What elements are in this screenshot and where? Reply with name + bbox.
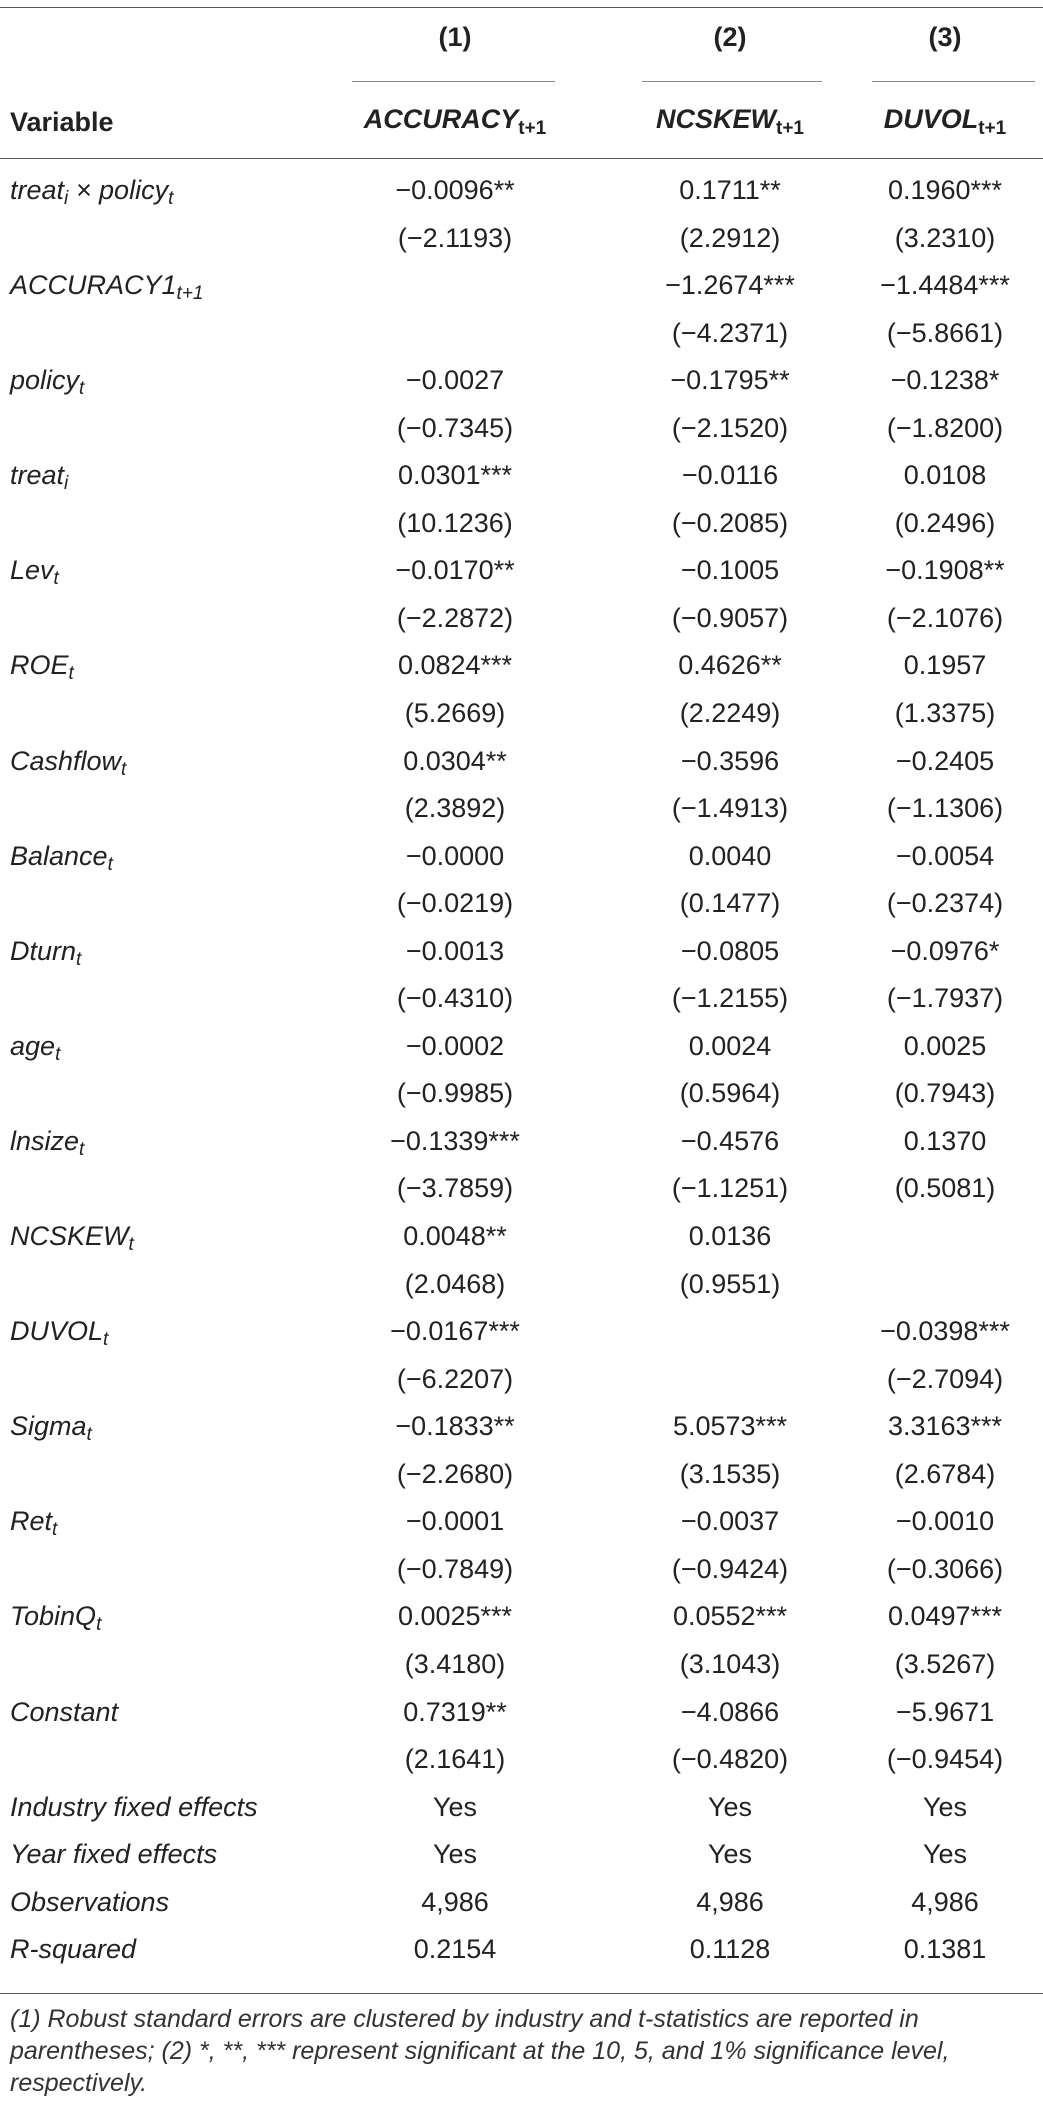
tstat-cell: (−0.9985) (396, 1078, 514, 1109)
table-row-tstat (0, 1451, 1043, 1499)
var-subscript: i (64, 473, 69, 495)
var-base: treat (10, 175, 65, 205)
coefficient-cell: −0.0001 (405, 1506, 505, 1537)
var-subscript: t (96, 1614, 102, 1636)
coefficient-cell: −0.1238* (890, 365, 1000, 396)
tstat-cell: (2.6784) (894, 1458, 996, 1489)
table-body (0, 167, 1043, 1974)
coefficient-cell: −0.0096** (395, 175, 515, 205)
tstat-cell: (−0.3066) (886, 1553, 1004, 1584)
summary-row (0, 1831, 1043, 1879)
coefficient-cell: −0.3596 (680, 745, 780, 776)
summary-cell: Yes (707, 1791, 753, 1822)
coefficient-cell: 0.1370 (903, 1125, 987, 1156)
tstat-cell: (0.1477) (679, 888, 781, 919)
tstat-cell: (−0.9424) (671, 1553, 789, 1584)
variable-header: Variable (10, 107, 114, 137)
var-base: Dturn (10, 935, 77, 966)
table-footnote: (1) Robust standard errors are clustered by industry and t-statistics are reported in parentheses; (2) *, **, *** represent significant at the 10, 5, and 1% significance level, respectively. (10, 2005, 950, 2097)
table-row (0, 1213, 1043, 1261)
table-row-tstat (0, 880, 1043, 928)
variable-name (10, 262, 204, 310)
col-3-underline (872, 81, 1035, 82)
summary-row (0, 1784, 1043, 1832)
coefficient-cell: 0.0136 (688, 1221, 772, 1252)
summary-cell: 4,986 (421, 1886, 489, 1917)
coefficient-cell: −0.0037 (680, 1506, 780, 1537)
var-subscript: t (86, 1424, 92, 1446)
tstat-cell: (−6.2207) (396, 1363, 514, 1394)
var-subscript-2: t (168, 188, 174, 209)
table-row-tstat (0, 595, 1043, 643)
coefficient-cell: 0.0304** (403, 745, 507, 776)
variable-name (10, 928, 81, 976)
coefficient-cell: −0.0002 (405, 1030, 505, 1061)
coefficient-cell: 0.0040 (688, 840, 772, 871)
var-subscript: i (64, 188, 69, 209)
col-header-duvol (855, 104, 1035, 140)
col-number-3: (3) (928, 22, 962, 52)
var-base: DUVOL (10, 1316, 104, 1347)
var-subscript: t (68, 663, 74, 685)
tstat-cell (625, 1356, 835, 1404)
var-base: TobinQ (10, 1601, 97, 1632)
table-row (0, 167, 1043, 215)
table-row-tstat (0, 215, 1043, 263)
summary-label: Observations (10, 1886, 170, 1917)
coefficient-cell: 0.0024 (688, 1030, 772, 1061)
tstat-cell: (0.5964) (679, 1078, 781, 1109)
table-row (0, 1118, 1043, 1166)
var-base: Ret (10, 1506, 53, 1537)
table-row (0, 1498, 1043, 1546)
var-subscript: t (53, 568, 59, 590)
variable-name (10, 1593, 101, 1641)
tstat-cell: (−1.8200) (886, 412, 1004, 443)
tstat-cell: (−0.4310) (396, 983, 514, 1014)
coefficient-cell: −0.0167*** (390, 1316, 520, 1347)
tstat-cell: (−0.2374) (886, 888, 1004, 919)
var-subscript: t (128, 1234, 134, 1256)
tstat-cell: (−2.1193) (397, 222, 513, 253)
coefficient-cell: 3.3163*** (887, 1411, 1003, 1442)
col-header-sub: t+1 (776, 118, 804, 139)
coefficient-cell: 5.0573*** (672, 1411, 788, 1442)
variable-name (10, 452, 68, 500)
var-base-2: × policy (68, 175, 169, 205)
var-subscript: t (79, 1138, 85, 1160)
bottom-rule (0, 1993, 1043, 1994)
coefficient-cell: 0.7319** (403, 1696, 507, 1727)
table-row-tstat (0, 500, 1043, 548)
coefficient-cell: 0.0824*** (397, 650, 513, 681)
tstat-cell: (2.2249) (679, 698, 781, 729)
coefficient-cell: 0.0552*** (672, 1601, 788, 1632)
coefficient-cell: 0.0108 (903, 460, 987, 491)
variable-name (10, 1689, 118, 1737)
coefficient-cell: 0.0497*** (887, 1601, 1003, 1632)
var-base: lnsize (10, 1125, 80, 1156)
coefficient-cell: −0.0013 (405, 935, 505, 966)
coefficient-cell: 0.0048** (403, 1221, 507, 1252)
var-subscript: t (79, 378, 85, 400)
coefficient-cell: 0.0025*** (397, 1601, 513, 1632)
coefficient-cell: −0.1795** (670, 365, 790, 396)
tstat-cell: (−0.9454) (886, 1744, 1004, 1775)
coefficient-cell: −5.9671 (895, 1696, 995, 1727)
table-row (0, 1593, 1043, 1641)
var-base: Sigma (10, 1411, 87, 1442)
var-base: Cashflow (10, 745, 122, 776)
coefficient-cell: −0.0976* (890, 935, 1000, 966)
tstat-cell: (3.1535) (679, 1458, 781, 1489)
coefficient-cell: −1.2674*** (665, 270, 795, 301)
var-subscript: t+1 (176, 283, 204, 305)
tstat-cell: (−0.7849) (396, 1553, 514, 1584)
coefficient-cell: −0.0000 (405, 840, 505, 871)
coefficient-cell: −4.0866 (680, 1696, 780, 1727)
tstat-cell: (−0.4820) (671, 1744, 789, 1775)
var-subscript: t (103, 1329, 109, 1351)
var-base: policy (10, 365, 80, 396)
variable-name (10, 833, 113, 881)
var-base: age (10, 1030, 56, 1061)
summary-cell: Yes (707, 1839, 753, 1870)
var-base: ACCURACY1 (10, 270, 177, 301)
coefficient-cell: 0.0025 (903, 1030, 987, 1061)
table-row (0, 1403, 1043, 1451)
summary-cell: 4,986 (911, 1886, 979, 1917)
variable-name (10, 1403, 92, 1451)
tstat-cell: (0.9551) (679, 1268, 781, 1299)
variable-name (10, 642, 74, 690)
coefficient-cell: 0.4626** (678, 650, 782, 681)
tstat-cell: (3.5267) (894, 1648, 996, 1679)
tstat-cell: (−0.0219) (396, 888, 514, 919)
tstat-cell: (0.7943) (894, 1078, 996, 1109)
header-rule (0, 158, 1043, 159)
tstat-cell: (3.1043) (679, 1648, 781, 1679)
coefficient-cell: −0.4576 (680, 1125, 780, 1156)
summary-cell: 0.1128 (689, 1934, 771, 1965)
summary-cell: 0.2154 (413, 1934, 497, 1965)
coefficient-cell: −0.1833** (395, 1411, 515, 1442)
variable-name (10, 1213, 134, 1261)
table-row (0, 928, 1043, 976)
table-row (0, 833, 1043, 881)
coefficient-cell: −0.1005 (680, 555, 780, 586)
col-header-sub: t+1 (518, 118, 547, 139)
tstat-cell: (2.2912) (679, 222, 781, 253)
tstat-cell: (−2.7094) (886, 1363, 1004, 1394)
summary-label: Industry fixed effects (10, 1791, 258, 1822)
coefficient-cell: −0.0054 (895, 840, 995, 871)
var-base: treat (10, 460, 65, 491)
tstat-cell: (0.5081) (894, 1173, 996, 1204)
variable-name (10, 547, 59, 595)
tstat-cell: (3.4180) (404, 1648, 506, 1679)
table-row-tstat (0, 1641, 1043, 1689)
variable-name (10, 1308, 108, 1356)
summary-row (0, 1879, 1043, 1927)
coefficient-cell (855, 1213, 1035, 1261)
table-row (0, 547, 1043, 595)
coefficient-cell: −0.2405 (895, 745, 995, 776)
var-subscript: t (121, 758, 127, 780)
coefficient-cell: −0.1908** (885, 555, 1005, 586)
tstat-cell: (−1.1306) (886, 793, 1004, 824)
table-row-tstat (0, 1165, 1043, 1213)
tstat-cell: (−0.2085) (671, 507, 789, 538)
coefficient-cell (335, 262, 575, 310)
table-row (0, 452, 1043, 500)
tstat-cell: (10.1236) (397, 507, 513, 538)
var-subscript: t (76, 948, 82, 970)
table-row-tstat (0, 785, 1043, 833)
var-base: ROE (10, 650, 69, 681)
tstat-cell: (2.1641) (404, 1744, 506, 1775)
var-base: Balance (10, 840, 108, 871)
coefficient-cell: −0.0010 (895, 1506, 995, 1537)
tstat-cell: (−1.7937) (886, 983, 1004, 1014)
tstat-cell: (0.2496) (894, 507, 996, 538)
col-header-name: DUVOL (883, 104, 979, 134)
table-row-tstat (0, 1261, 1043, 1309)
summary-cell: Yes (432, 1791, 478, 1822)
coefficient-cell: −0.0398*** (880, 1316, 1010, 1347)
variable-name (10, 738, 126, 786)
tstat-cell: (−2.2680) (396, 1458, 514, 1489)
summary-label: R-squared (10, 1934, 137, 1965)
tstat-cell: (1.3375) (894, 698, 996, 729)
coefficient-cell: −1.4484*** (880, 270, 1010, 301)
coefficient-cell: 0.1960*** (887, 175, 1003, 205)
table-row (0, 357, 1043, 405)
tstat-cell: (2.0468) (404, 1268, 506, 1299)
coefficient-cell: −0.0170** (395, 555, 515, 586)
tstat-cell: (−1.1251) (671, 1173, 789, 1204)
tstat-cell: (−2.1520) (671, 412, 789, 443)
summary-label: Year fixed effects (10, 1839, 218, 1870)
table-row (0, 642, 1043, 690)
col-number-1: (1) (438, 22, 472, 52)
tstat-cell: (3.2310) (894, 222, 996, 253)
coefficient-cell: −0.1339*** (390, 1125, 520, 1156)
tstat-cell: (−2.2872) (396, 602, 514, 633)
table-row-tstat (0, 1546, 1043, 1594)
table-row (0, 738, 1043, 786)
variable-name (10, 1498, 57, 1546)
variable-name (10, 167, 173, 215)
tstat-cell: (−5.8661) (886, 317, 1004, 348)
var-subscript: t (107, 853, 113, 875)
variable-name (10, 357, 84, 405)
col-2-underline (642, 81, 822, 82)
var-base: Lev (10, 555, 54, 586)
col-header-name: NCSKEW (656, 104, 776, 134)
tstat-cell: (−1.4913) (671, 793, 789, 824)
col-1-underline (352, 81, 555, 82)
summary-row (0, 1926, 1043, 1974)
coefficient-cell: 0.0301*** (397, 460, 513, 491)
coefficient-cell (625, 1308, 835, 1356)
col-number-2: (2) (713, 22, 747, 52)
tstat-cell: (5.2669) (404, 698, 506, 729)
tstat-cell: (−0.9057) (671, 602, 789, 633)
summary-cell: Yes (432, 1839, 478, 1870)
coefficient-cell: −0.0027 (405, 365, 505, 396)
table-row-tstat (0, 310, 1043, 358)
coefficient-cell: 0.1957 (903, 650, 987, 681)
coefficient-cell: −0.0116 (681, 460, 779, 491)
variable-name (10, 1023, 60, 1071)
table-row-tstat (0, 1356, 1043, 1404)
table-row-tstat (0, 690, 1043, 738)
coefficient-cell: 0.1711** (679, 175, 781, 205)
col-header-accuracy (335, 104, 575, 140)
tstat-cell (335, 310, 575, 358)
col-header-sub: t+1 (978, 118, 1007, 139)
tstat-cell: (2.3892) (404, 793, 506, 824)
var-subscript: t (52, 1519, 58, 1541)
var-base: Constant (10, 1696, 119, 1727)
variable-name (10, 1118, 84, 1166)
tstat-cell: (−4.2371) (671, 317, 789, 348)
tstat-cell: (−0.7345) (396, 412, 514, 443)
top-rule (0, 7, 1043, 8)
table-row (0, 1308, 1043, 1356)
var-base: NCSKEW (10, 1221, 129, 1252)
table-row-tstat (0, 1736, 1043, 1784)
table-row (0, 262, 1043, 310)
col-header-ncskew (625, 104, 835, 140)
summary-cell: Yes (922, 1839, 968, 1870)
summary-cell: 0.1381 (903, 1934, 987, 1965)
summary-cell: 4,986 (696, 1886, 764, 1917)
table-row-tstat (0, 975, 1043, 1023)
table-row (0, 1023, 1043, 1071)
table-row-tstat (0, 1070, 1043, 1118)
tstat-cell: (−1.2155) (671, 983, 789, 1014)
table-row-tstat (0, 405, 1043, 453)
col-header-name: ACCURACY (363, 104, 519, 134)
tstat-cell: (−3.7859) (396, 1173, 514, 1204)
var-subscript: t (55, 1043, 61, 1065)
coefficient-cell: −0.0805 (680, 935, 780, 966)
summary-cell: Yes (922, 1791, 968, 1822)
tstat-cell (855, 1261, 1035, 1309)
tstat-cell: (−2.1076) (886, 602, 1004, 633)
table-row (0, 1689, 1043, 1737)
